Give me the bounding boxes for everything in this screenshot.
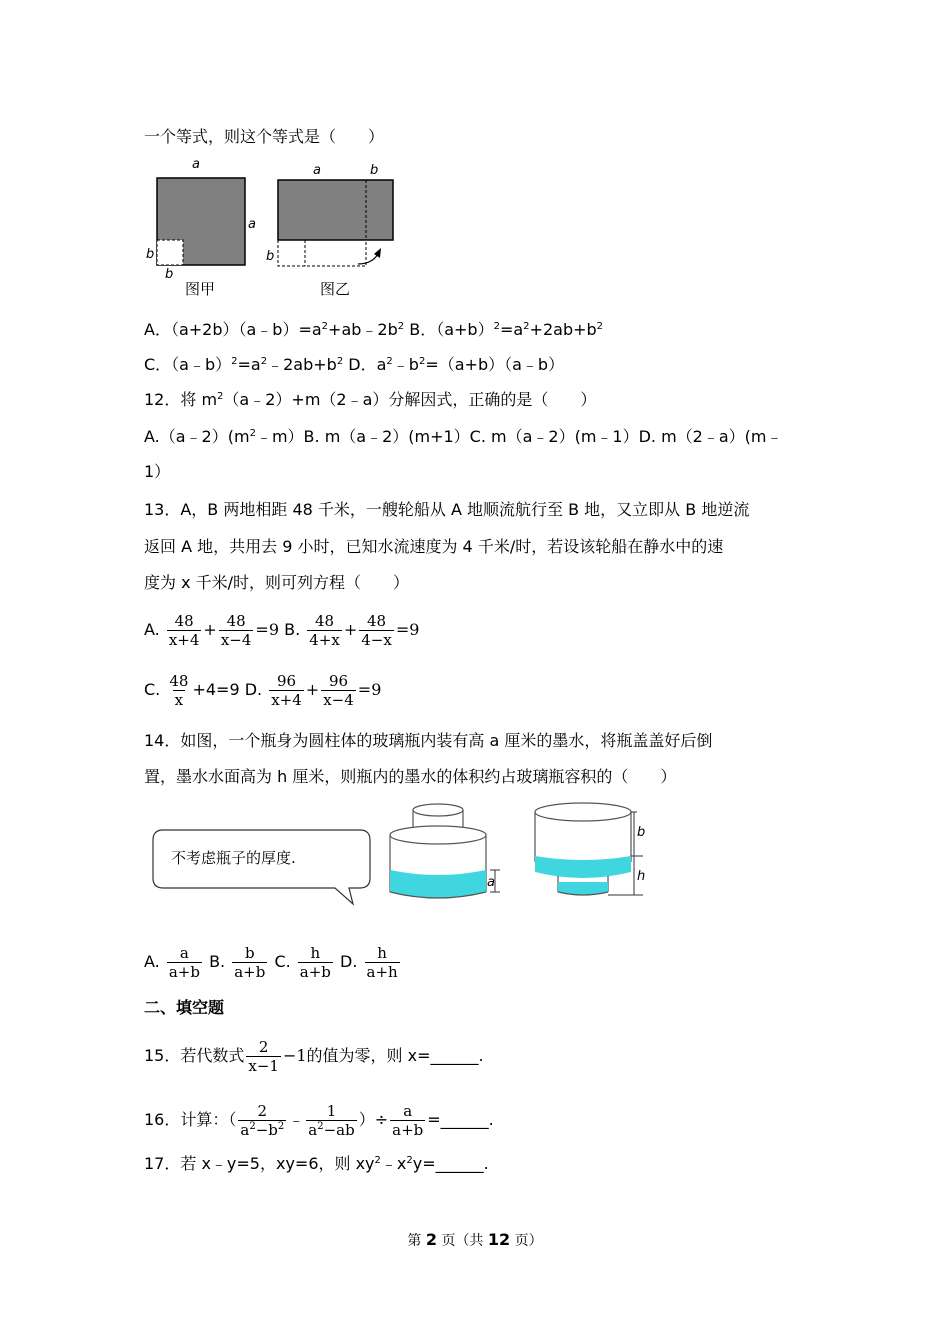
arrow-icon xyxy=(358,254,378,264)
q16: 16．计算：（ $\frac{2}{a^2-b^2}$ ﹣ $\frac{1}{a^2-ab}$ ）÷ $\frac{a}{a+b}$ =______. xyxy=(144,1102,494,1139)
bottle-label-h: h xyxy=(637,869,646,884)
q14-options: A. $\frac{a}{a+b}$ B. $\frac{b}{a+b}$ C. $\frac{h}{a+b}$ D. $\frac{h}{a+h}$ xyxy=(144,944,398,981)
q13-options-cd: C. $\frac{48}{x}$ +4=9 D. $\frac{96}{x+4}$ + $\frac{96}{x-4}$ =9 xyxy=(144,672,382,709)
fig1-label-b-bottom: b xyxy=(165,267,174,282)
section-title: 二、填空题 xyxy=(144,998,225,1017)
q12-stem: 12．将 $m^2(a﹣2)+m(2﹣a)$分解因式，正确的是（ ） xyxy=(144,390,597,409)
q17: 17．若 x﹣y=5，xy=6，则 $xy^2﹣x^2y=\_\_\_\_\_\_$. xyxy=(144,1154,489,1173)
q14-stem-line1: 14．如图，一个瓶身为圆柱体的玻璃瓶内装有高 a 厘米的墨水，将瓶盖盖好后倒 xyxy=(144,731,713,750)
fig1-label-a-right: a xyxy=(248,217,256,232)
q13-stem-line3: 度为 x 千米/时，则可列方程（ ） xyxy=(144,573,410,592)
bottle-label-a: a xyxy=(487,875,495,890)
fig1-cutout xyxy=(157,240,183,265)
q11-options-cd: C．$(a﹣b)^2=a^2﹣2ab+b^2$ D．$a^2﹣b^2=(a+b)(a﹣b)$ xyxy=(144,355,565,374)
fig1-caption-right: 图乙 xyxy=(320,280,351,298)
fig2-label-b-left: b xyxy=(266,249,275,264)
fig1-rect-right xyxy=(278,180,393,240)
ink-upright xyxy=(390,870,486,898)
fig2-label-a-top: a xyxy=(313,163,321,178)
figure-squares xyxy=(140,150,410,300)
fig1-label-a-top: a xyxy=(192,157,200,172)
bubble-text: 不考虑瓶子的厚度. xyxy=(171,849,296,867)
fig2-label-b-top: b xyxy=(370,163,379,178)
fig1-caption-left: 图甲 xyxy=(185,280,216,298)
bottle-label-b: b xyxy=(637,825,646,840)
q13-stem-line2: 返回 A 地，共用去 9 小时，已知水流速度为 4 千米/时，若设该轮船在静水中的速 xyxy=(144,537,724,556)
page-number: 2 xyxy=(425,1230,437,1249)
q11-stem-tail: 一个等式，则这个等式是（ ） xyxy=(144,127,385,146)
q13-stem-line1: 13．A，B 两地相距 48 千米，一艘轮船从 A 地顺流航行至 B 地，又立即从 B 地逆流 xyxy=(144,500,750,519)
figure-bottles xyxy=(145,800,665,915)
fig1-dashed-strip xyxy=(278,240,366,266)
q13-options-ab: A. $\frac{48}{x+4}$ + $\frac{48}{x-4}$ =9 B. $\frac{48}{4+x}$ + $\frac{48}{4-x}$ =9 xyxy=(144,612,420,649)
q12-options-line2: 1） xyxy=(144,462,171,481)
q14-stem-line2: 置，墨水水面高为 h 厘米，则瓶内的墨水的体积约占玻璃瓶容积的（ ） xyxy=(144,767,677,786)
page-total: 12 xyxy=(487,1230,511,1249)
ink-inverted xyxy=(535,856,631,878)
page-footer: 第 2 页（共 12 页） xyxy=(407,1230,543,1249)
q15: 15．若代数式 $\frac{2}{x-1}$ −1的值为零，则 x=______. xyxy=(144,1038,484,1075)
q12-options: $A.(a﹣2)(m^2﹣m)B$. m（a﹣2）(m+1）C. m（a﹣2）(m﹣1）D. m（2﹣a）(m﹣ xyxy=(144,427,783,446)
speech-bubble xyxy=(153,830,370,904)
q11-options-ab: A．$(a+2b)(a﹣b)=a^2+ab﹣2b^2$ B．$(a+b)^2=a^2+2ab+b^2$ xyxy=(144,320,604,339)
fig1-label-b-left: b xyxy=(146,247,155,262)
